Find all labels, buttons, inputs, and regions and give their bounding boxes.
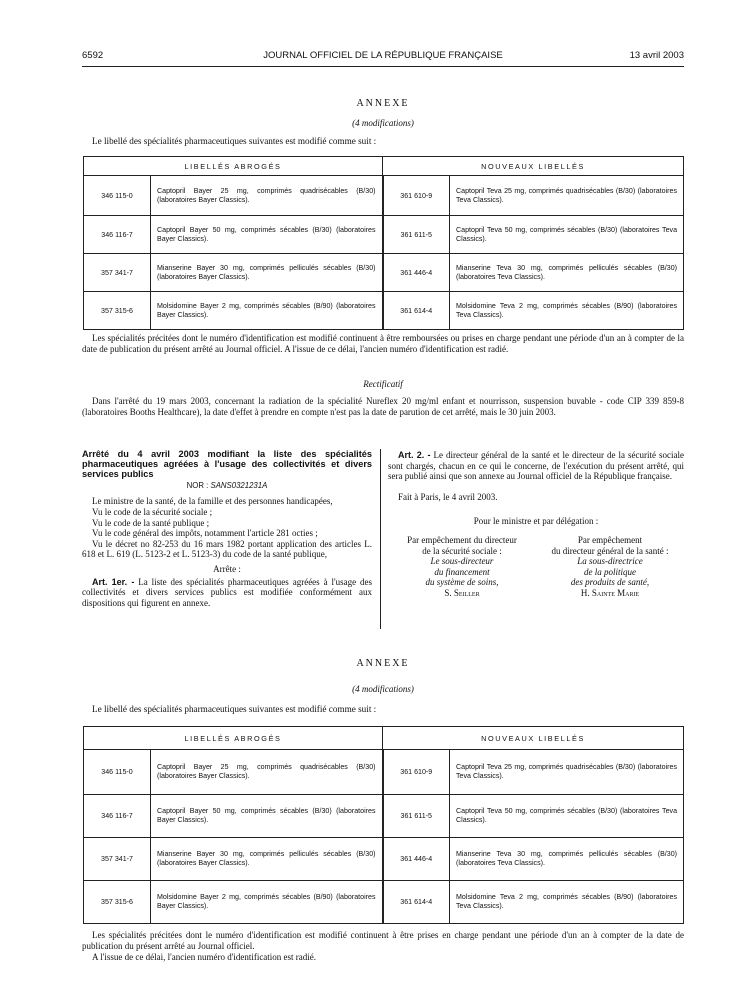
table-row <box>84 750 684 795</box>
arrete-left-column <box>82 450 372 608</box>
old-label: Captopril Bayer 50 mg, comprimés sécables (B/30) (laboratoires Bayer Classics). <box>151 216 383 254</box>
old-label: Molsidomine Bayer 2 mg, comprimés sécables (B/90) (laboratoires Bayer Classics). <box>151 881 383 924</box>
column-header-old: LIBELLÉS ABROGÉS <box>84 727 383 750</box>
table-row <box>84 176 684 216</box>
visa: Vu le code de la santé publique ; <box>92 517 210 528</box>
new-label: Captopril Teva 50 mg, comprimés sécables (B/30) (laboratoires Teva Classics). <box>450 216 684 254</box>
annexe-2-subtitle: (4 modifications) <box>352 684 414 694</box>
signature-right <box>536 535 684 599</box>
page-header <box>82 50 684 64</box>
table-row <box>84 254 684 292</box>
arrete-intro: Le ministre de la santé, de la famille et des personnes handicapées, <box>92 496 333 507</box>
sig-left-line2: de la sécurité sociale : <box>422 545 502 556</box>
table-row <box>84 216 684 254</box>
old-code: 346 116-7 <box>84 795 151 838</box>
rectificatif-title: Rectificatif <box>363 379 403 389</box>
new-code: 361 614-4 <box>383 881 450 924</box>
journal-title: JOURNAL OFFICIEL DE LA RÉPUBLIQUE FRANÇAISE <box>263 50 503 61</box>
old-label: Captopril Bayer 50 mg, comprimés sécables (B/30) (laboratoires Bayer Classics). <box>151 795 383 838</box>
table-row <box>84 795 684 838</box>
new-code: 361 611-5 <box>383 216 450 254</box>
table-header-row <box>84 727 684 750</box>
new-code: 361 611-5 <box>383 795 450 838</box>
old-code: 357 315-6 <box>84 292 151 330</box>
sig-left-role1: Le sous-directeur <box>430 556 494 567</box>
annexe-2-table <box>83 726 684 924</box>
column-header-new: NOUVEAUX LIBELLÉS <box>383 157 684 176</box>
rectificatif-text: Dans l'arrêté du 19 mars 2003, concernant la radiation de la spécialité Nureflex 20 mg/ml enfant et nourrisson, suspension buvable - code CIP 339 859-8 (laboratoires Booths Healthcare), la date d'effet à prendre en compte n'est pas la date de parution de cet arrêté, mais le 30 juin 2003. <box>82 396 684 417</box>
new-label: Captopril Teva 50 mg, comprimés sécables (B/30) (laboratoires Teva Classics). <box>450 795 684 838</box>
issue-date: 13 avril 2003 <box>629 50 684 61</box>
delegation-line: Pour le ministre et par délégation : <box>473 516 599 527</box>
sig-right-name: H. Sainte Marie <box>580 587 640 598</box>
sig-left-line1: Par empêchement du directeur <box>407 534 517 545</box>
visa: Vu le code général des impôts, notamment l'article 281 octies ; <box>92 528 318 539</box>
sig-right-line2: du directeur général de la santé : <box>551 545 669 556</box>
sig-left-name: S. Seiller <box>444 587 480 598</box>
page-number: 6592 <box>82 50 104 61</box>
nor-label: NOR : <box>186 481 209 491</box>
article-1-text: La liste des spécialités pharmaceutiques agréées à l'usage des collectivités et divers services publics est modifiée conformément aux dispositions qui figurent en annexe. <box>82 576 373 608</box>
nor-code: SANS0321231A <box>210 481 268 491</box>
column-header-new: NOUVEAUX LIBELLÉS <box>383 727 684 750</box>
old-code: 346 115-0 <box>84 176 151 216</box>
table-row <box>84 838 684 881</box>
signatures <box>388 535 684 599</box>
annexe-2-note-1: Les spécialités précitées dont le numéro d'identification est modifié continuent à être prises en charge pendant une période d'un an à compter de la date de publication du présent arrêté au Journal officiel. <box>82 930 684 951</box>
annexe-1-table <box>83 156 684 330</box>
article-2 <box>388 450 684 482</box>
new-code: 361 446-4 <box>383 254 450 292</box>
new-label: Mianserine Teva 30 mg, comprimés pelliculés sécables (B/30) (laboratoires Teva Classics). <box>450 838 684 881</box>
old-label: Molsidomine Bayer 2 mg, comprimés sécables (B/90) (laboratoires Bayer Classics). <box>151 292 383 330</box>
annexe-2-note-2: A l'issue de ce délai, l'ancien numéro d'identification est radié. <box>92 952 317 962</box>
old-code: 346 116-7 <box>84 216 151 254</box>
old-code: 357 341-7 <box>84 254 151 292</box>
table-header-row <box>84 157 684 176</box>
new-label: Molsidomine Teva 2 mg, comprimés sécables (B/90) (laboratoires Teva Classics). <box>450 292 684 330</box>
visa: Vu le code de la sécurité sociale ; <box>92 506 213 517</box>
annexe-1-title: ANNEXE <box>356 98 410 109</box>
table-row <box>84 292 684 330</box>
old-label: Mianserine Bayer 30 mg, comprimés pelliculés sécables (B/30) (laboratoires Bayer Classics). <box>151 254 383 292</box>
new-code: 361 614-4 <box>383 292 450 330</box>
signature-left <box>388 535 536 599</box>
annexe-2-intro: Le libellé des spécialités pharmaceutiques suivantes est modifié comme suit : <box>92 704 377 714</box>
new-code: 361 610-9 <box>383 750 450 795</box>
new-label: Captopril Teva 25 mg, comprimés quadrisécables (B/30) (laboratoires Teva Classics). <box>450 750 684 795</box>
sig-right-role1: La sous-directrice <box>577 556 643 567</box>
sig-left-role3: du système de soins, <box>425 577 499 588</box>
sig-left-role2: du financement <box>434 566 490 577</box>
arrete-right-column <box>388 450 684 599</box>
new-code: 361 610-9 <box>383 176 450 216</box>
annexe-1-intro: Le libellé des spécialités pharmaceutiques suivantes est modifié comme suit : <box>92 136 377 146</box>
sig-right-line1: Par empêchement <box>577 534 643 545</box>
sig-right-role3: des produits de santé, <box>570 577 650 588</box>
column-header-old: LIBELLÉS ABROGÉS <box>84 157 383 176</box>
annexe-1-note: Les spécialités précitées dont le numéro d'identification est modifié continuent à être remboursées ou prises en charge pendant une période d'un an à compter de la date de publication du présent arrêté au Journal officiel. A l'issue de ce délai, l'ancien numéro d'identification est radié. <box>82 333 684 354</box>
new-label: Mianserine Teva 30 mg, comprimés pelliculés sécables (B/30) (laboratoires Teva Classics). <box>450 254 684 292</box>
new-code: 361 446-4 <box>383 838 450 881</box>
annexe-1-subtitle: (4 modifications) <box>352 118 414 128</box>
old-code: 357 315-6 <box>84 881 151 924</box>
article-2-text: Le directeur général de la santé et le directeur de la sécurité sociale sont chargés, chacun en ce qui le concerne, de l'exécution du présent arrêté, qui sera publié ainsi que son annexe au Journal officiel de la République française. <box>388 450 684 482</box>
old-code: 357 341-7 <box>84 838 151 881</box>
table-row <box>84 881 684 924</box>
article-1-label: Art. 1er. - <box>92 576 135 587</box>
new-label: Captopril Teva 25 mg, comprimés quadrisécables (B/30) (laboratoires Teva Classics). <box>450 176 684 216</box>
nor-reference <box>82 481 372 490</box>
old-label: Mianserine Bayer 30 mg, comprimés pelliculés sécables (B/30) (laboratoires Bayer Classics). <box>151 838 383 881</box>
arrete-label: Arrête : <box>213 563 241 574</box>
arrete-title: Arrêté du 4 avril 2003 modifiant la liste des spécialités pharmaceutiques agréées à l'usage des collectivités et divers services publics <box>82 449 372 479</box>
header-rule <box>82 66 684 67</box>
old-label: Captopril Bayer 25 mg, comprimés quadrisécables (B/30) (laboratoires Bayer Classics). <box>151 750 383 795</box>
new-label: Molsidomine Teva 2 mg, comprimés sécables (B/90) (laboratoires Teva Classics). <box>450 881 684 924</box>
old-label: Captopril Bayer 25 mg, comprimés quadrisécables (B/30) (laboratoires Bayer Classics). <box>151 176 383 216</box>
old-code: 346 115-0 <box>84 750 151 795</box>
article-2-label: Art. 2. - <box>398 450 431 460</box>
visa: Vu le décret no 82-253 du 16 mars 1982 portant application des articles L. 618 et L. 619 (L. 5123-2 et L. 5123-3) du code de la santé publique, <box>82 538 372 560</box>
sig-right-role2: de la politique <box>584 566 636 577</box>
column-divider <box>380 449 381 629</box>
annexe-2-title: ANNEXE <box>356 658 410 669</box>
fait-a-paris: Fait à Paris, le 4 avril 2003. <box>398 491 498 502</box>
article-1 <box>82 577 372 609</box>
